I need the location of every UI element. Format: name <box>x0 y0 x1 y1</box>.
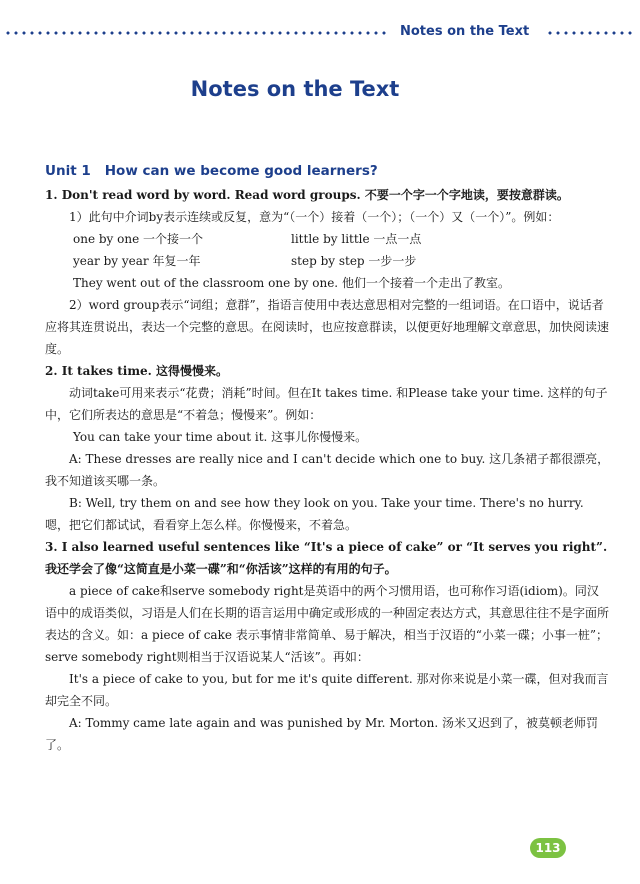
header-dotted-rule-right <box>546 31 636 35</box>
header-dotted-rule-left <box>4 31 388 35</box>
phrase-row <box>73 250 610 272</box>
note-3-dialog-a: A: Tommy came late again and was punished by Mr. Morton. 汤米又迟到了，被莫顿老师罚了。 <box>45 716 598 752</box>
running-header-title: Notes on the Text <box>400 24 530 39</box>
unit-title: How can we become good learners? <box>104 163 378 179</box>
note-3-heading-cn: 我还学会了像“这简直是小菜一碟”和“你活该”这样的有用的句子。 <box>45 562 397 576</box>
note-2-heading: 2. It takes time. 这得慢慢来。 <box>45 364 229 378</box>
note-1-heading: 1. Don't read word by word. Read word groups. 不要一个字一个字地读，要按意群读。 <box>45 188 569 202</box>
note-3-heading <box>45 536 610 580</box>
note-2-dialog-b: B: Well, try them on and see how they look on you. Take your time. There's no hurry. 嗯，把它们都试试，看看穿上怎么样。你慢慢来，不着急。 <box>45 496 584 532</box>
note-2-dialog-a: A: These dresses are really nice and I can't decide which one to buy. 这几条裙子都很漂亮，我不知道该买哪一条。 <box>45 452 610 488</box>
phrase-item: little by little 一点一点 <box>291 232 422 246</box>
phrase-row <box>73 228 610 250</box>
unit-heading <box>45 160 610 182</box>
note-1-paragraph-1: 1）此句中介词by表示连续或反复，意为“（一个）接着（一个）；（一个）又（一个）”。例如： <box>69 210 560 224</box>
phrase-list <box>45 228 610 272</box>
page-number: 113 <box>530 838 566 858</box>
note-3-heading-en: 3. I also learned useful sentences like “It's a piece of cake” or “It serves you right”. <box>45 540 608 554</box>
note-1-paragraph-2: 2）word group表示“词组；意群”，指语言使用中表达意思相对完整的一组词语。在口语中，说话者应将其连贯说出，表达一个完整的意思。在阅读时，也应按意群读，以便更好地理解文章意思，加快阅读速度。 <box>45 298 610 356</box>
note-2 <box>45 360 610 536</box>
running-header <box>0 22 640 44</box>
phrase-item: year by year 年复一年 <box>73 254 201 268</box>
note-3-paragraph-1: a piece of cake和serve somebody right是英语中的两个习惯用语，也可称作习语(idiom)。同汉语中的成语类似，习语是人们在长期的语言运用中确定或形成的一种固定表达方式，其意思往往不是字面所表达的含义。如：a piece of cake 表示事情非常简单、易于解决，相当于汉语的“小菜一碟；小事一桩”；serve somebody right则相当于汉语说某人“活该”。再如： <box>45 584 610 664</box>
unit-number: Unit 1 <box>45 163 91 179</box>
note-2-paragraph-1: 动词take可用来表示“花费；消耗”时间。但在It takes time. 和Please take your time. 这样的句子中，它们所表达的意思是“不着急；慢慢来”。例如： <box>45 386 608 422</box>
note-1 <box>45 184 610 360</box>
page-title: Notes on the Text <box>190 77 400 101</box>
phrase-item: one by one 一个接一个 <box>73 232 204 246</box>
note-2-example: You can take your time about it. 这事儿你慢慢来。 <box>73 430 368 444</box>
note-3 <box>45 536 610 756</box>
note-3-example: It's a piece of cake to you, but for me it's quite different. 那对你来说是小菜一碟，但对我而言却完全不同。 <box>45 672 609 708</box>
phrase-item: step by step 一步一步 <box>291 254 417 268</box>
note-1-example: They went out of the classroom one by one. 他们一个接着一个走出了教室。 <box>73 276 510 290</box>
notes-body <box>45 160 610 756</box>
